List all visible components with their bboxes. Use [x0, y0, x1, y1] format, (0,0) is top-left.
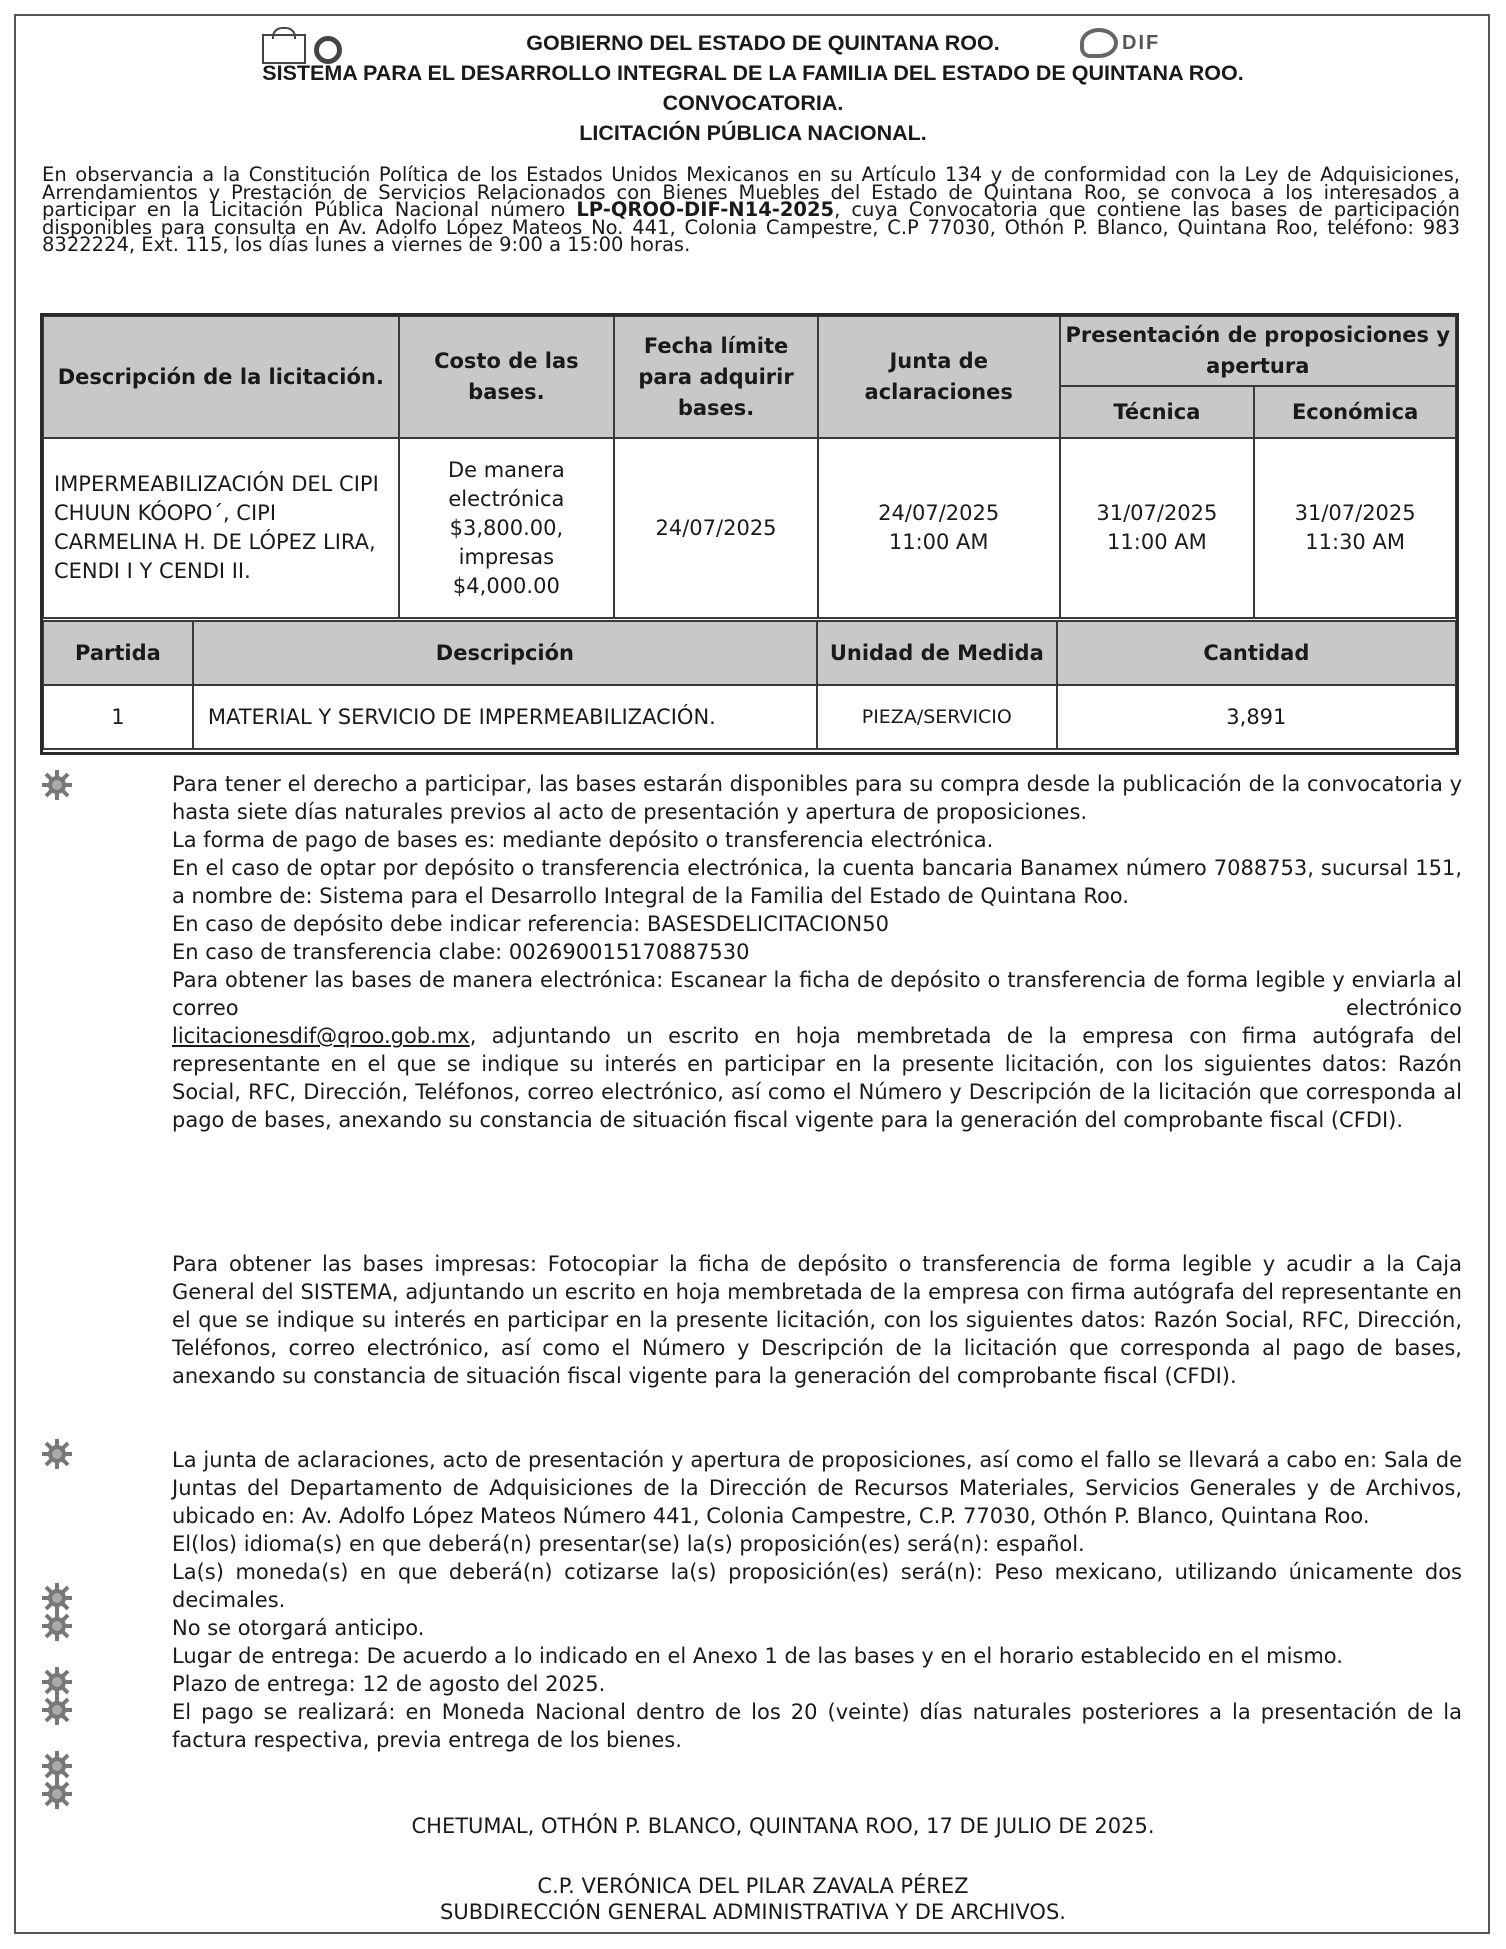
- header-economica: Económica: [1254, 386, 1456, 438]
- header-partida: Partida: [43, 621, 193, 685]
- paragraph-reference: En caso de depósito debe indicar referencia: BASESDELICITACION50: [172, 912, 889, 936]
- header-fecha: Fecha límite para adquirir bases.: [614, 316, 818, 438]
- header-line-1: GOBIERNO DEL ESTADO DE QUINTANA ROO.: [526, 31, 1000, 55]
- header-descripcion: Descripción de la licitación.: [43, 316, 399, 438]
- tender-details-table: [42, 315, 1457, 619]
- cell-costo: [399, 438, 615, 618]
- place-date: CHETUMAL, OTHÓN P. BLANCO, QUINTANA ROO, 17 DE JULIO DE 2025.: [411, 1814, 1155, 1838]
- intro-text-after: , cuya Convocatoria que contiene las bases de participación disponibles para consulta en Av. Adolfo López Mateos No. 441, Colonia Campestre, C.P 77030, Othón P. Blanco, Quintana Roo, teléfono: 983 8322224, Ext. 115, los días lunes a viernes de 9:00 a 15:00 horas.: [42, 198, 1461, 256]
- header-line-4: LICITACIÓN PÚBLICA NACIONAL.: [579, 121, 927, 145]
- cell-unidad: PIEZA/SERVICIO: [817, 685, 1057, 749]
- paragraph-language: El(los) idioma(s) en que deberá(n) presentar(se) la(s) proposición(es) será(n): español.: [172, 1532, 1085, 1556]
- paragraph-delivery-place: Lugar de entrega: De acuerdo a lo indicado en el Anexo 1 de las bases y en el horario establecido en el mismo.: [172, 1644, 1343, 1668]
- paragraph-advance: No se otorgará anticipo.: [172, 1616, 425, 1640]
- costo-line-1: De manera electrónica: [447, 457, 565, 511]
- bullet-gear-icon: [40, 1437, 74, 1471]
- paragraph-currency: La(s) moneda(s) en que deberá(n) cotizarse la(s) proposición(es) será(n): Peso mexicano, utilizando únicamente dos decimales.: [172, 1560, 1462, 1612]
- junta-date: 24/07/2025: [878, 501, 1000, 525]
- paragraph-electronic-bases: [172, 966, 1462, 1134]
- cell-economica: [1254, 438, 1456, 618]
- paragraph-participation: Para tener el derecho a participar, las bases estarán disponibles para su compra desde la publicación de la convocatoria y hasta siete días naturales previos al acto de presentación y apertura de proposiciones.: [172, 772, 1462, 824]
- bullet-gear-icon: [40, 1609, 74, 1643]
- header-junta: Junta de aclaraciones: [818, 316, 1060, 438]
- bullet-gear-icon: [40, 1693, 74, 1727]
- table-row: [43, 685, 1456, 749]
- cell-partida: 1: [43, 685, 193, 749]
- tecnica-time: 11:00 AM: [1107, 530, 1207, 554]
- junta-time: 11:00 AM: [888, 530, 989, 554]
- signer-office: SUBDIRECCIÓN GENERAL ADMINISTRATIVA Y DE ARCHIVOS.: [440, 1900, 1066, 1924]
- header-costo: Costo de las bases.: [399, 316, 615, 438]
- paragraph-bank-account: En el caso de optar por depósito o transferencia electrónica, la cuenta bancaria Banamex número 7088753, sucursal 151, a nombre de: Sistema para el Desarrollo Integral de la Familia del Estado de Quintana Roo.: [172, 856, 1462, 908]
- paragraph-payment-form: La forma de pago de bases es: mediante depósito o transferencia electrónica.: [172, 828, 994, 852]
- paragraph-printed-bases: Para obtener las bases impresas: Fotocopiar la ficha de depósito o transferencia de forma legible y acudir a la Caja General del SISTEMA, adjuntando un escrito en hoja membretada de la empresa con firma autógrafa del representante en el que se indique su interés en participar en la presente licitación, con los siguientes datos: Razón Social, RFC, Dirección, Teléfonos, correo electrónico, así como el Número y Descripción de la licitación que corresponda al pago de bases, anexando su constancia de situación fiscal vigente para la generación del comprobante fiscal (CFDI).: [172, 1252, 1462, 1388]
- contact-email-link[interactable]: licitacionesdif@qroo.gob.mx: [172, 1024, 470, 1048]
- header-tecnica: Técnica: [1060, 386, 1255, 438]
- items-table: [42, 620, 1457, 750]
- conditions-block-3: [172, 1446, 1462, 1754]
- cell-fecha: 24/07/2025: [614, 438, 818, 618]
- paragraph-meeting-place: La junta de aclaraciones, acto de presentación y apertura de proposiciones, así como el fallo se llevará a cabo en: Sala de Juntas del Departamento de Adquisiciones de la Dirección de Recursos Materiales, Servicios Generales y de Archivos, ubicado en: Av. Adolfo López Mateos Número 441, Colonia Campestre, C.P. 77030, Othón P. Blanco, Quintana Roo.: [172, 1448, 1462, 1528]
- tender-number: LP-QROO-DIF-N14-2025: [576, 198, 835, 221]
- cell-item-descripcion: MATERIAL Y SERVICIO DE IMPERMEABILIZACIÓN.: [193, 685, 817, 749]
- document-header: [0, 28, 1506, 148]
- paragraph-payment: El pago se realizará: en Moneda Nacional dentro de los 20 (veinte) días naturales posteriores a la presentación de la factura respectiva, previa entrega de los bienes.: [172, 1700, 1462, 1752]
- header-item-descripcion: Descripción: [193, 621, 817, 685]
- electronic-bases-rest: , adjuntando un escrito en hoja membretada de la empresa con firma autógrafa del representante en el que se indique su interés en participar en la presente licitación, con los siguientes datos: Razón Social, RFC, Dirección, Teléfonos, correo electrónico, así como el Número y Descripción de la licitación que corresponda al pago de bases, anexando su constancia de situación fiscal vigente para la generación del comprobante fiscal (CFDI).: [172, 1024, 1462, 1132]
- header-presentacion: Presentación de proposiciones y apertura: [1060, 316, 1456, 386]
- economica-date: 31/07/2025: [1294, 501, 1416, 525]
- header-unidad: Unidad de Medida: [817, 621, 1057, 685]
- cell-cantidad: 3,891: [1057, 685, 1456, 749]
- intro-paragraph: [42, 163, 1461, 256]
- bullet-gear-icon: [40, 1777, 74, 1811]
- header-line-3: CONVOCATORIA.: [662, 91, 844, 115]
- conditions-block-1: [172, 770, 1462, 1134]
- economica-time: 11:30 AM: [1305, 530, 1405, 554]
- paragraph-clabe: En caso de transferencia clabe: 002690015170887530: [172, 940, 750, 964]
- paragraph-delivery-term: Plazo de entrega: 12 de agosto del 2025.: [172, 1672, 606, 1696]
- conditions-block-2: [172, 1250, 1462, 1390]
- costo-line-3: impresas: [458, 544, 555, 569]
- signer-name: C.P. VERÓNICA DEL PILAR ZAVALA PÉREZ: [537, 1874, 969, 1898]
- intro-text-before: En observancia a la Constitución Política de los Estados Unidos Mexicanos en su Artículo 134 y de conformidad con la Ley de Adquisiciones, Arrendamientos y Prestación de Servicios Relacionados con Bienes Muebles del Estado de Quintana Roo, se convoca a los interesados a participar en la Licitación Pública Nacional número: [42, 163, 1460, 221]
- header-line-2: SISTEMA PARA EL DESARROLLO INTEGRAL DE LA FAMILIA DEL ESTADO DE QUINTANA ROO.: [262, 61, 1244, 85]
- header-cantidad: Cantidad: [1057, 621, 1456, 685]
- costo-line-4: $4,000.00: [452, 573, 560, 598]
- bullet-gear-icon: [40, 768, 74, 802]
- costo-line-2: $3,800.00,: [449, 515, 564, 540]
- cell-descripcion: IMPERMEABILIZACIÓN DEL CIPI CHUUN KÓOPO´, CIPI CARMELINA H. DE LÓPEZ LIRA, CENDI I Y CENDI II.: [43, 438, 399, 618]
- electronic-bases-intro: Para obtener las bases de manera electrónica: Escanear la ficha de depósito o transferencia de forma legible y enviarla al correo electrónico: [172, 968, 1462, 1020]
- cell-tecnica: [1060, 438, 1255, 618]
- tecnica-date: 31/07/2025: [1096, 501, 1218, 525]
- cell-junta: [818, 438, 1060, 618]
- dif-logo-text: DIF: [1122, 31, 1161, 54]
